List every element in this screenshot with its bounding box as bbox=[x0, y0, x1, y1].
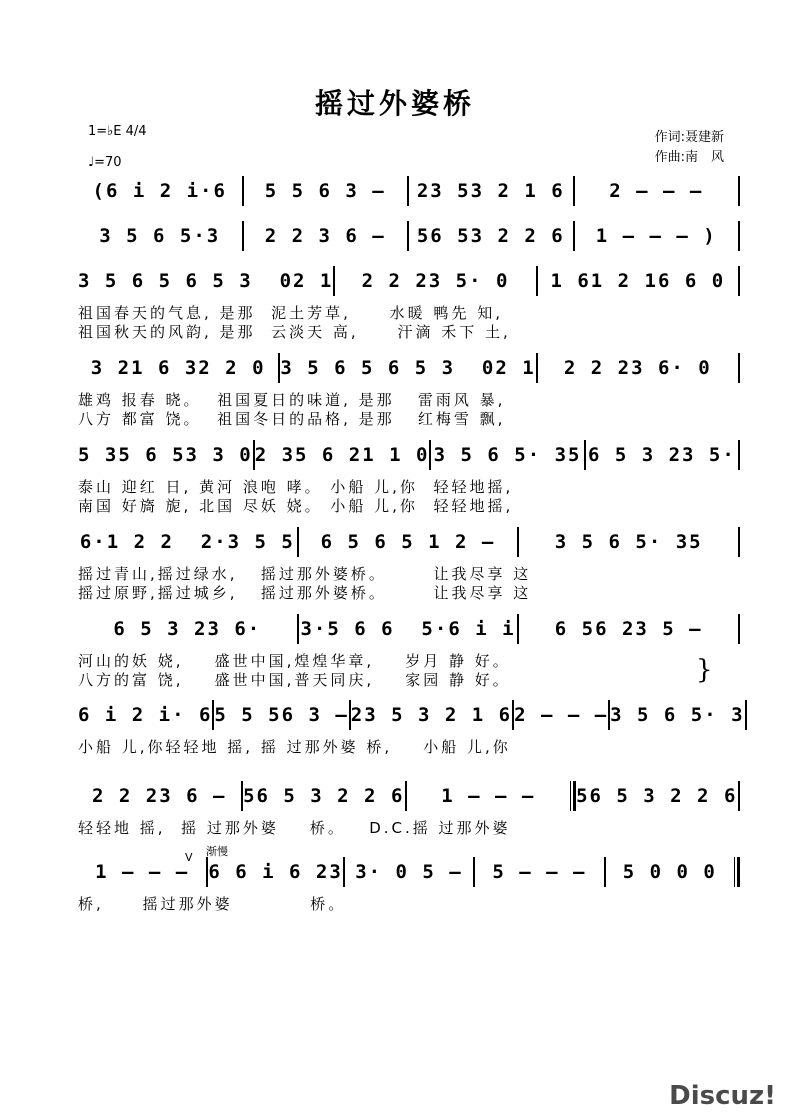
page-title: 摇过外婆桥 bbox=[314, 87, 475, 120]
lyric-line: 桥, 摇过那外婆 桥。 bbox=[78, 895, 347, 913]
measure: 2 35 6 21 1 0 bbox=[254, 444, 430, 466]
measure: 2 2 23 5· 0 bbox=[361, 270, 510, 292]
measure: 6 5 3 23 5· bbox=[587, 444, 736, 466]
final-barline bbox=[734, 857, 740, 887]
barline bbox=[738, 527, 740, 557]
measure: 3 5 6 5·3 bbox=[99, 225, 221, 247]
key-signature: 1=♭E 4/4 bbox=[88, 124, 147, 139]
lyric-line: 祖国秋天的风韵, 是那 云淡天 高, 汗滴 禾下 土, bbox=[78, 323, 511, 341]
measure: 5 5 6 3 – bbox=[264, 180, 386, 202]
breath-mark: V bbox=[185, 851, 193, 864]
lyric-line: 祖国春天的气息, 是那 泥土芳草, 水暖 鸭先 知, bbox=[78, 304, 503, 322]
measure: 3 5 6 5· 35 bbox=[433, 444, 582, 466]
lyric-line: 八方的富 饶, 盛世中国,普天同庆, 家园 静 好。 bbox=[78, 671, 511, 689]
measure: 6 6 i 6 23 bbox=[208, 861, 343, 883]
measure: 6 5 3 23 6· bbox=[113, 618, 262, 640]
measure: 3 5 6 5· 35 bbox=[554, 531, 703, 553]
measure: 2 – – – bbox=[609, 180, 704, 202]
measure: 6 i 2 i· 6 bbox=[78, 704, 213, 726]
barline bbox=[738, 440, 740, 470]
lyric-line: 摇过原野,摇过城乡, 摇过那外婆桥。 让我尽享 这 bbox=[78, 584, 532, 602]
rit-marking: 渐慢 bbox=[206, 845, 228, 858]
composer-credit: 作曲:南 风 bbox=[654, 150, 724, 165]
notation-row bbox=[78, 221, 740, 251]
measure: 2 – – – bbox=[514, 704, 609, 726]
measure: 3 5 6 5 6 5 3 02 1 bbox=[78, 270, 334, 292]
notation-row bbox=[78, 857, 740, 887]
measure: 56 5 3 2 2 6 bbox=[576, 785, 738, 807]
notation-row bbox=[78, 176, 740, 206]
measure: 5 0 0 0 bbox=[622, 861, 717, 883]
measure: (6 i 2 i·6 bbox=[92, 180, 227, 202]
notation-row bbox=[78, 440, 740, 470]
barline bbox=[738, 176, 740, 206]
measure: 56 5 3 2 2 6 bbox=[243, 785, 405, 807]
measure: 3 21 6 32 2 0 bbox=[90, 357, 266, 379]
measure: 1 – – – bbox=[441, 785, 536, 807]
barline bbox=[738, 614, 740, 644]
repeat-brace: } bbox=[696, 655, 713, 685]
notation-row bbox=[78, 266, 740, 296]
notation-row bbox=[78, 353, 740, 383]
measure: 3· 0 5 – bbox=[355, 861, 463, 883]
measure: 6 5 6 5 1 2 – bbox=[320, 531, 496, 553]
lyric-line: 河山的妖 娆, 盛世中国,煌煌华章, 岁月 静 好。 bbox=[78, 652, 511, 670]
lyric-line: 雄鸡 报春 晓。 祖国夏日的味道, 是那 雷雨风 暴, bbox=[78, 391, 506, 409]
notation-row bbox=[78, 781, 740, 811]
notation-row bbox=[78, 700, 745, 730]
site-watermark: Discuz! bbox=[669, 1081, 776, 1111]
tempo-marking: ♩=70 bbox=[88, 155, 122, 170]
measure: 2 2 3 6 – bbox=[264, 225, 386, 247]
measure: 5 35 6 53 3 0 bbox=[78, 444, 253, 466]
barline bbox=[745, 700, 747, 730]
barline bbox=[738, 781, 740, 811]
measure: 6·1 2 2 2·3 5 5 bbox=[79, 531, 295, 553]
measure: 1 – – – bbox=[95, 861, 190, 883]
lyric-line: 摇过青山,摇过绿水, 摇过那外婆桥。 让我尽享 这 bbox=[78, 565, 532, 583]
measure: 23 5 3 2 1 6 bbox=[350, 704, 513, 726]
measure: 3 5 6 5 6 5 3 02 1 bbox=[280, 357, 536, 379]
measure: 56 53 2 2 6 bbox=[416, 225, 565, 247]
credits bbox=[655, 128, 724, 168]
measure: 1 61 2 16 6 0 bbox=[550, 270, 726, 292]
measure: 2 2 23 6· 0 bbox=[563, 357, 712, 379]
notation-row bbox=[78, 527, 740, 557]
notation-row bbox=[78, 614, 740, 644]
measure: 5 5 56 3 – bbox=[214, 704, 349, 726]
barline bbox=[738, 353, 740, 383]
lyric-line: 八方 都富 饶。 祖国冬日的品格, 是那 红梅雪 飘, bbox=[78, 410, 506, 428]
lyric-line: 泰山 迎红 日, 黄河 浪咆 哮。 小船 儿,你 轻轻地摇, bbox=[78, 478, 514, 496]
barline bbox=[738, 266, 740, 296]
lyric-line: 小船 儿,你轻轻地 摇, 摇 过那外婆 桥, 小船 儿,你 bbox=[78, 738, 511, 756]
lyricist-credit: 作词:聂建新 bbox=[654, 130, 724, 145]
measure: 6 56 23 5 – bbox=[554, 618, 703, 640]
measure: 23 53 2 1 6 bbox=[416, 180, 565, 202]
measure: 3 5 6 5· 3 bbox=[610, 704, 745, 726]
measure: 3·5 6 6 5·6 i i bbox=[300, 618, 516, 640]
barline bbox=[738, 221, 740, 251]
measure: 5 – – – bbox=[492, 861, 587, 883]
measure: 1 – – – ) bbox=[595, 225, 717, 247]
measure: 2 2 23 6 – bbox=[92, 785, 227, 807]
lyric-line: 轻轻地 摇, 摇 过那外婆 桥。 D.C.摇 过那外婆 bbox=[78, 819, 511, 837]
lyric-line: 南国 好旖 旎, 北国 尽妖 娆。 小船 儿,你 轻轻地摇, bbox=[78, 497, 514, 515]
